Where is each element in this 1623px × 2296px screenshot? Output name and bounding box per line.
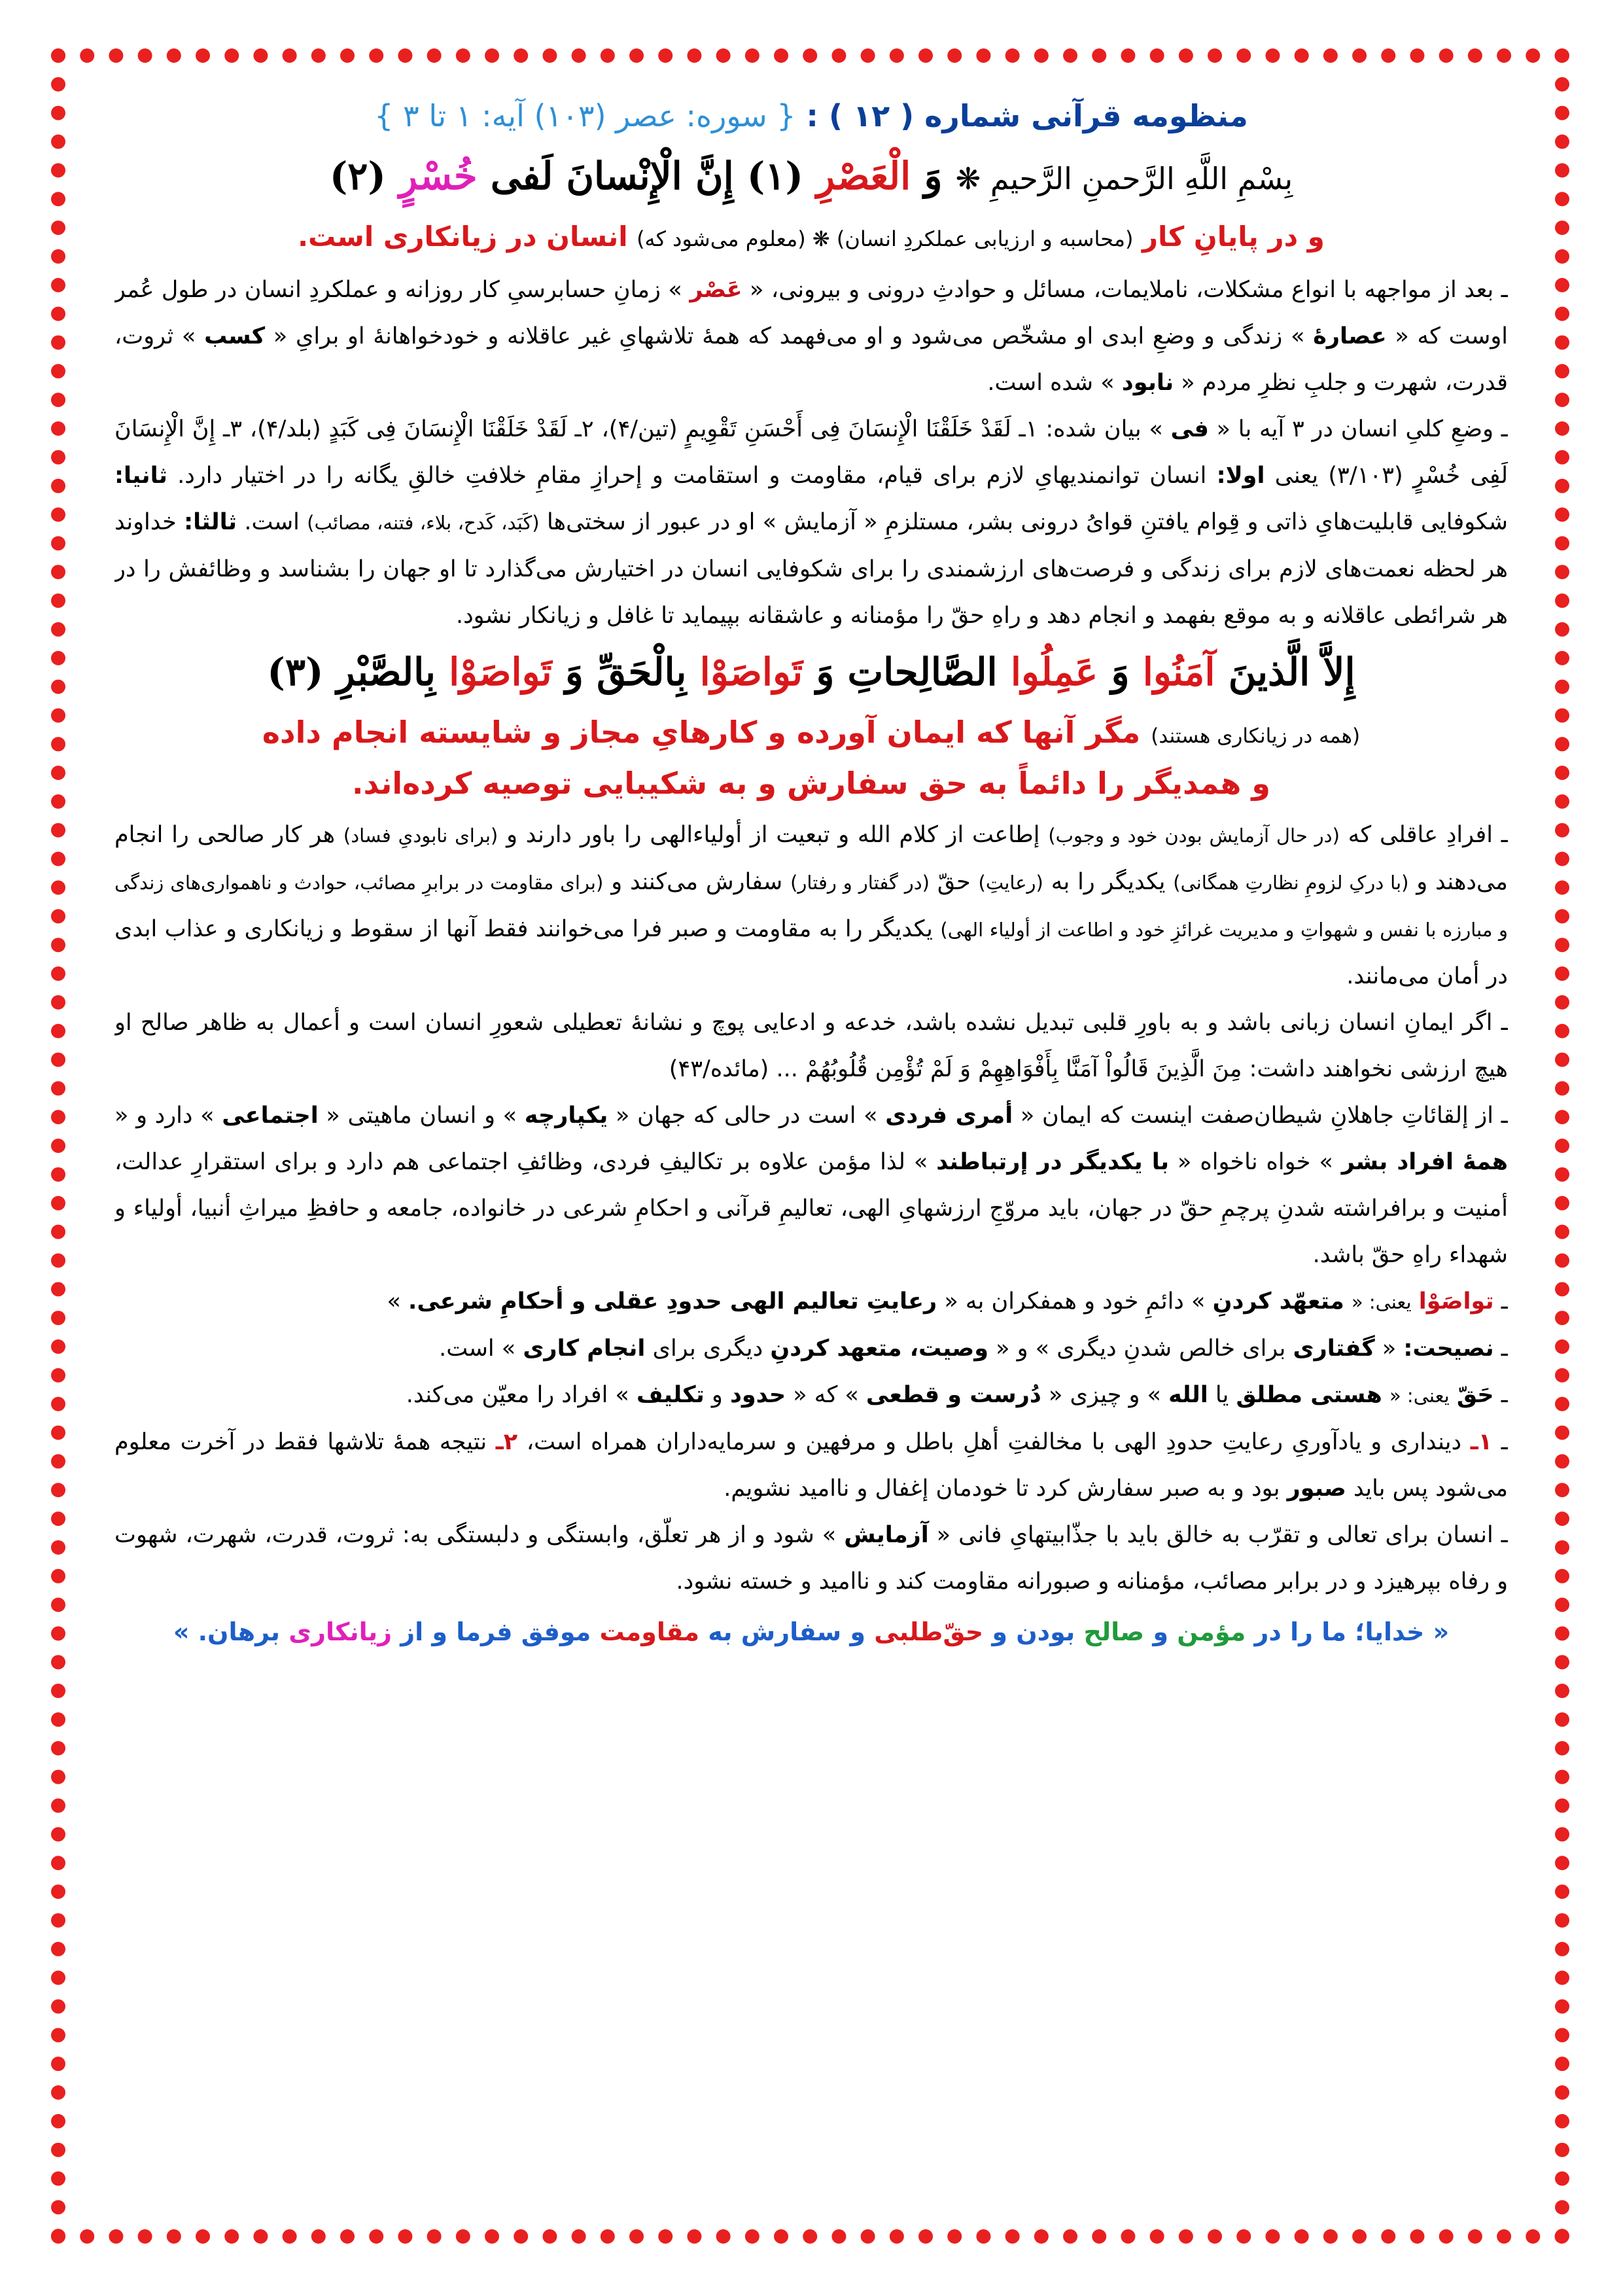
highlight: حقّ‌طلبی — [874, 1617, 984, 1646]
text: » که « — [793, 1382, 859, 1408]
text: خداوند هر لحظه نعمت‌های لازم برای زندگی و فرصت‌های ارزشمندی را برای شکوفایی انسان در اختیارش می‌گذارد تا او جهان را بشناسد و وظائفش را در هر شرائطی عاقلانه و به موقع بفهمد و انجام دهد و راهِ حقّ را مؤمنانه و عاشقانه بپیماید تا غافل و زیانکار نشود. — [114, 509, 1508, 629]
text: » شود و از هر تعلّق، وابستگی و دلبستگی به: ثروت، قدرت، شهرت، شهوت و رفاه بپرهیزد و در برابر مصائب، مؤمنانه و صبورانه مقاومت کند و ناامید و خسته نشود. — [114, 1522, 1508, 1595]
verse-asr: الْعَصْرِ — [816, 154, 911, 198]
highlight: رعایتِ تعالیم الهی حدودِ عقلی و أحکامِ شرعی. — [408, 1288, 937, 1315]
note: (برای نابودیِ فساد) — [343, 824, 498, 847]
text: » و چیزی « — [1048, 1382, 1161, 1408]
highlight: ثانیا: — [114, 463, 167, 489]
number: ۱ـ — [1470, 1429, 1493, 1455]
text: ـ افرادِ عاقلی که — [1348, 822, 1508, 848]
definition-haqq: ـ حَقّ یعنی: « هستی مطلق یا الله » و چیزی « دُرست و قطعی » که « حدود و تکلیف » افراد را معیّن می‌کند. — [406, 1382, 1508, 1408]
text: نتیجه همهٔ تلاشها فقط در آخرت معلوم می‌شود پس باید — [114, 1429, 1508, 1502]
translation-1 — [114, 215, 1508, 260]
text: و همدیگر را دائماً به حق سفارش و به شکیبایی توصیه کرده‌اند. — [352, 766, 1270, 801]
text: برهان. — [198, 1617, 281, 1646]
number: ۲ـ — [495, 1429, 518, 1455]
note: (کَبَد، کَدح، بلاء، فتنه، مصائب) — [307, 512, 540, 534]
definition-nasihat: ـ نصیحت: « گفتاری برای خالص شدنِ دیگری » و « وصیت، متعهد کردنِ دیگری برای انجام کاری » است. — [439, 1335, 1508, 1362]
paragraph-verbal-faith — [114, 1000, 1508, 1093]
text: » و انسان ماهیتی « — [326, 1103, 517, 1129]
quote-mark: « — [1433, 1617, 1450, 1646]
text: ـ وضعِ کلیِ انسان در ۳ آیه با « — [1216, 416, 1508, 442]
highlight: حدود — [729, 1382, 786, 1408]
verse-part: وَ — [1111, 650, 1130, 694]
term: تواصَوْا — [1418, 1288, 1494, 1315]
text: » دارد و « — [114, 1103, 215, 1129]
text: و — [711, 1382, 723, 1408]
text: » زندگی و وضعِ ابدی او مشخّص می‌شود و او می‌فهمد که همهٔ تلاشهایِ غیر عاقلانه و خودخواهانهٔ او برایِ « — [273, 323, 1305, 349]
closing-prayer — [114, 1609, 1508, 1655]
text: » بیان شده: ۱ـ لَقَدْ خَلَقْنَا الْإِنسَانَ فِی أَحْسَنِ تَقْوِيمٍ (تین/۴)، ۲ـ لَقَدْ خَلَقْنَا الْإِنسَانَ فِی كَبَدٍ (بلد/۴)، ۳ـ إِنَّ الْإِنسَانَ لَفِی خُسْرٍ (۳/۱۰۳) یعنی — [114, 416, 1508, 489]
text: شکوفایی قابلیت‌هایِ ذاتی و قِوام یافتنِ قوایُ درونی بشر، مستلزمِ « آزمایش » او در عبور از سختی‌ها — [546, 509, 1508, 535]
highlight: ثالثا: — [184, 509, 237, 535]
text: ـ بعد از مواجهه با انواع مشکلات، ناملایمات، مسائل و حوادثِ درونی و بیرونی، « — [750, 277, 1508, 303]
highlight: تکلیف — [637, 1382, 705, 1408]
text: » — [387, 1288, 401, 1315]
content-area — [114, 95, 1508, 2208]
highlight: کسب — [204, 323, 266, 349]
note: (رعایتِ) — [978, 872, 1043, 894]
text: مگر آنها که ایمان آورده و کارهایِ مجاز و شایسته انجام داده — [262, 715, 1141, 750]
highlight: مقاومت — [599, 1617, 700, 1646]
text: بود و به صبر سفارش کرد تا خودمان إغفال و ناامید نشویم. — [724, 1475, 1280, 1502]
text: است. — [244, 509, 300, 535]
text: بودن و — [992, 1617, 1075, 1646]
highlight: آزمایش — [844, 1522, 929, 1548]
text: یکدیگر را به مقاومت و صبر فرا می‌خوانند فقط آنها از سقوط و زیانکاری و عذاب ابدی در أمان می‌مانند. — [114, 916, 1508, 989]
text: « — [1382, 1335, 1397, 1362]
verse-part: بِالْحَقِّ وَ — [565, 650, 687, 694]
note: (برای مقاومت در برابرِ مصائب، حوادث و ناهمواری‌های زندگی و مبارزه با نفس و شهواتِ و مدیریت غرائزِ خود و اطاعت از أولیاء الهی) — [114, 872, 1508, 941]
text: ـ از إلقائاتِ جاهلانِ شیطان‌صفت اینست که ایمان « — [1020, 1103, 1508, 1129]
basmala: بِسْمِ اللَّهِ الرَّحمنِ الرَّحيمِ ❋ — [955, 161, 1293, 196]
verse-part: بِالصَّبْرِ (۳) — [267, 650, 436, 694]
translation-1-note: (محاسبه و ارزیابی عملکردِ انسان) ❋ (معلوم می‌شود که) — [637, 226, 1134, 251]
verse-num-2: (۲) — [329, 154, 386, 198]
text: » افراد را معیّن می‌کند. — [406, 1382, 629, 1408]
title-main: منظومه قرآنی شماره ( ۱۲ ) : — [806, 98, 1248, 133]
verse-3 — [114, 645, 1508, 699]
verse-1-2 — [114, 149, 1508, 206]
highlight: صالح — [1083, 1617, 1145, 1646]
verse-inna: إِنَّ الْإِنْسانَ لَفی — [490, 154, 734, 198]
highlight: الله — [1168, 1382, 1208, 1408]
highlight: فی — [1170, 416, 1209, 442]
highlight: عصارهٔ — [1313, 323, 1387, 349]
text: دینداری و یادآوریِ رعایتِ حدودِ الهی با مخالفتِ أهلِ باطل و مرفهین و سرمایه‌داران همراه است، — [526, 1429, 1462, 1455]
paragraph-social-duty — [114, 1093, 1508, 1279]
text: برای خالص شدنِ دیگری » و « — [996, 1335, 1286, 1362]
text: » لذا مؤمن علاوه بر تکالیفِ فردی، وظائفِ اجتماعی هم دارد و برای استقرارِ عدالت، أمنیت و برافراشته شدنِ پرچمِ حقّ در جهان، باید مروّجِ ارزشهایِ الهی، تعالیمِ قرآنی و احکامِ شرعی در خانواده، جامعه و حافظِ میراثِ أنبیا، أولیاء و شهداء راهِ حقّ باشد. — [114, 1149, 1508, 1268]
text: یعنی: « — [1389, 1385, 1450, 1407]
text: خدایا؛ ما را در — [1254, 1617, 1425, 1646]
highlight: همهٔ افراد بشر — [1341, 1149, 1508, 1175]
text: » است. — [439, 1335, 516, 1362]
text: » زمانِ حسابرسیِ کار روزانه و عملکردِ انسان در طول عُمر اوست که « — [114, 277, 1508, 349]
note: (در حال آزمایش بودن خود و وجوب) — [1048, 824, 1340, 847]
highlight: عَصْر — [689, 277, 742, 303]
highlight: أمری فردی — [885, 1103, 1013, 1129]
highlight: گفتاری — [1293, 1335, 1375, 1362]
verse-part-highlight: تَواصَوْا — [449, 650, 552, 694]
highlight: با یکدیگر در إرتباطند — [936, 1149, 1169, 1175]
page-title — [114, 95, 1508, 137]
definition-tawasaw: ـ تواصَوْا یعنی: « متعهّد کردنِ » دائمِ خود و همفکران به « رعایتِ تعالیم الهی حدودِ عقلی و أحکامِ شرعی. » — [387, 1288, 1508, 1315]
verse-part-highlight: تَواصَوْا — [699, 650, 803, 694]
verse-num-1: (۱) — [746, 154, 803, 198]
highlight: وصیت، متعهد کردنِ — [770, 1335, 988, 1362]
text: حقّ — [937, 869, 971, 895]
translation-2-line-2 — [114, 760, 1508, 807]
paragraph-asr-meaning — [114, 267, 1508, 406]
paragraph-test — [114, 1512, 1508, 1605]
term: حَقّ — [1456, 1382, 1494, 1408]
text: » دائمِ خود و همفکران به « — [944, 1288, 1206, 1315]
translation-1-end: انسان در زیانکاری است. — [298, 221, 628, 253]
translation-2-line-1 — [114, 709, 1508, 760]
highlight: متعهّد کردنِ — [1212, 1288, 1344, 1315]
text: هر کار صالحی را انجام می‌دهند و — [114, 822, 1508, 895]
highlight: یکپارچه — [524, 1103, 608, 1129]
highlight: نابود — [1121, 370, 1174, 396]
highlight: مؤمن — [1177, 1617, 1246, 1646]
text: » است در حالی که جهان « — [615, 1103, 878, 1129]
text: یکدیگر را به — [1051, 869, 1166, 895]
text: انسان توانمندیهایِ لازم برای قیام، مقاومت و استقامت و إحرازِ مقامِ خلافتِ خالقِ یگانه را در اختیار دارد. — [177, 463, 1207, 489]
highlight: اجتماعی — [222, 1103, 319, 1129]
text: و سفارش به — [708, 1617, 865, 1646]
paragraph-wise-people — [114, 812, 1508, 1000]
verse-part: الصَّالِحاتِ وَ — [816, 650, 998, 694]
text: إطاعت از کلام الله و تبعیت از أولیاءالهی را باور دارند و — [506, 822, 1040, 848]
text: و — [1153, 1617, 1168, 1646]
verse-khusr: خُسْرٍ — [399, 154, 478, 198]
text: یا — [1215, 1382, 1229, 1408]
text: » شده است. — [987, 370, 1115, 396]
paragraph-three-verses — [114, 406, 1508, 639]
text: ـ انسان برای تعالی و تقرّب به خالق باید با جذّابیتهایِ فانی « — [936, 1522, 1508, 1548]
translation-1-start: و در پایانِ کار — [1142, 221, 1325, 253]
verse-part-highlight: آمَنُوا — [1142, 650, 1215, 694]
verse-wa: وَ — [924, 154, 943, 198]
title-reference: { سوره: عصر (۱۰۳) آیه: ۱ تا ۳ } — [374, 98, 796, 133]
text: ـ اگر ایمانِ انسان زبانی باشد و به باورِ قلبی تبدیل نشده باشد، خدعه و ادعایی پوچ و نشانهٔ تعطیلی شعورِ انسان است و أعمال به ظاهر صالح او هیچ ارزشی نخواهند داشت: مِنَ الَّذِينَ قَالُواْ آمَنَّا بِأَفْوَاهِهِمْ وَ لَمْ تُؤْمِن قُلُوبُهُمْ ... (مائده/۴۳) — [114, 1010, 1508, 1082]
text: » خواه ناخواه « — [1177, 1149, 1333, 1175]
text: » ثروت، قدرت، شهرت و جلبِ نظرِ مردم « — [114, 323, 1508, 396]
term: نصیحت: — [1403, 1335, 1494, 1362]
highlight: دُرست و قطعی — [865, 1382, 1041, 1408]
text: موفق فرما و از — [400, 1617, 591, 1646]
highlight: انجام کاری — [523, 1335, 646, 1362]
text: یعنی: « — [1351, 1291, 1412, 1313]
quote-mark: » — [173, 1617, 190, 1646]
verse-part-highlight: عَمِلُوا — [1010, 650, 1098, 694]
paragraph-patience: ـ ۱ـ دینداری و یادآوریِ رعایتِ حدودِ الهی با مخالفتِ أهلِ باطل و مرفهین و سرمایه‌داران همراه است، ۲ـ نتیجه همهٔ تلاشها فقط در آخرت معلوم می‌شود پس باید صبور بود و به صبر سفارش کرد تا خودمان إغفال و ناامید نشویم. — [114, 1429, 1508, 1502]
verse-part: إِلاَّ الَّذينَ — [1228, 650, 1355, 694]
note: (با درکِ لزومِ نظارتِ همگانی) — [1173, 872, 1409, 894]
highlight: اولا: — [1216, 463, 1265, 489]
note: (در گفتار و رفتار) — [790, 872, 930, 894]
text: دیگری برای — [652, 1335, 763, 1362]
note: (همه در زیانکاری هستند) — [1151, 724, 1361, 748]
highlight: صبور — [1287, 1475, 1346, 1502]
highlight: هستی مطلق — [1236, 1382, 1382, 1408]
text: سفارش می‌کنند و — [611, 869, 783, 895]
highlight: زیانکاری — [288, 1617, 393, 1646]
